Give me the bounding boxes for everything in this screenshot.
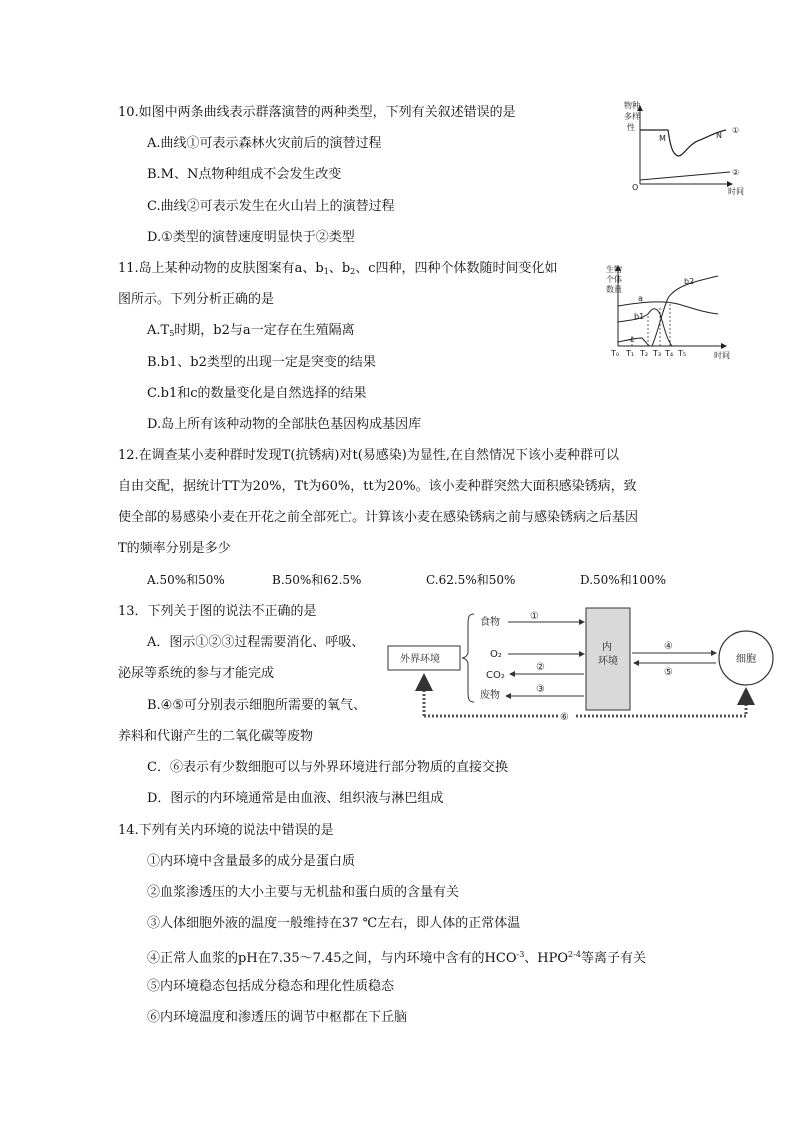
- q11-option-c: C.b1和c的数量变化是自然选择的结果: [147, 386, 367, 401]
- q10-option-a: A.曲线①可表示森林火灾前后的演替过程: [147, 136, 382, 151]
- q11-curve-b2: [652, 276, 718, 346]
- q12-line-1: 12.在调查某小麦种群时发现T(抗锈病)对t(易感染)为显性,在自然情况下该小麦种群可以: [118, 448, 619, 463]
- q11-label-b1: b1: [634, 312, 645, 321]
- q11-option-d: D.岛上所有该种动物的全部肤色基因构成基因库: [147, 417, 422, 432]
- q13-cell-label: 细胞: [736, 654, 756, 665]
- q12-line-4: T的频率分别是多少: [118, 541, 231, 556]
- q10-ylabel-2: 多样: [624, 112, 640, 121]
- q10-point-m: M: [659, 134, 666, 143]
- q13-num-5: ⑤: [664, 667, 673, 678]
- q12-line-2: 自由交配，据统计TT为20%，Tt为60%，tt为20%。该小麦种群突然大面积感染锈病，致: [118, 479, 637, 494]
- q13-inner-env-char-1: 内: [602, 642, 612, 653]
- q13-stem: 13．下列关于图的说法不正确的是: [118, 604, 317, 619]
- q10-curve-1: [640, 130, 726, 156]
- q11-stem-line2: 图所示。下列分析正确的是: [118, 292, 275, 307]
- q10-option-d: D.①类型的演替速度明显快于②类型: [147, 230, 355, 245]
- q13-outer-env-label: 外界环境: [400, 654, 440, 665]
- q10-xlabel: 时间: [728, 187, 744, 196]
- q13-option-a-line1: A．图示①②③过程需要消化、呼吸、: [147, 635, 365, 650]
- q11-tick-5: T₅: [678, 349, 687, 358]
- q14-stem: 14.下列有关内环境的说法中错误的是: [118, 823, 334, 838]
- q11-tick-2: T₂: [640, 349, 649, 358]
- q11-label-a: a: [638, 294, 643, 303]
- q11-figure: [602, 262, 742, 362]
- q11-label-c: c: [630, 335, 635, 344]
- q13-figure: [386, 606, 776, 724]
- q13-num-2: ②: [536, 662, 545, 673]
- q11-ylabel-1: 生物: [606, 265, 622, 274]
- q13-inner-env-char-2: 环境: [598, 656, 618, 667]
- q13-option-b-line1: B.④⑤可分别表示细胞所需要的氧气、: [147, 698, 366, 713]
- q14-item-4: ④正常人血浆的pH在7.35～7.45之间，与内环境中含有的$HCO^{-3}$、HPO$^{2-4}$等离子有关: [147, 950, 646, 966]
- q13-num-4: ④: [664, 641, 673, 652]
- q13-co2-label: CO₂: [486, 670, 505, 681]
- q14-item-5: ⑤内环境稳态包括成分稳态和理化性质稳态: [147, 979, 395, 994]
- q10-option-b: B.M、N点物种组成不会发生改变: [147, 167, 342, 182]
- q13-option-a-line2: 泌尿等系统的参与才能完成: [118, 666, 275, 681]
- q10-figure: [622, 98, 752, 198]
- q12-option-b: B.50%和62.5%: [272, 573, 362, 587]
- q13-o2-label: O₂: [490, 649, 502, 660]
- q11-ylabel-3: 数量: [606, 285, 622, 294]
- q10-curve1-label: ①: [732, 126, 740, 135]
- q11-curve-a: [618, 302, 718, 314]
- q10-curve2-label: ②: [732, 168, 740, 177]
- q11-tick-3: T₃: [653, 349, 662, 358]
- q11-option-b: B.b1、b2类型的出现一定是突变的结果: [147, 355, 376, 370]
- q13-option-b-line2: 养料和代谢产生的二氧化碳等废物: [118, 729, 314, 744]
- q10-ylabel-3: 性: [627, 123, 635, 132]
- q10-origin: O: [632, 183, 639, 192]
- q14-item-6: ⑥内环境温度和渗透压的调节中枢都在下丘脑: [147, 1010, 408, 1025]
- q10-option-c: C.曲线②可表示发生在火山岩上的演替过程: [147, 199, 395, 214]
- q14-item-1: ①内环境中含量最多的成分是蛋白质: [147, 854, 356, 869]
- q13-option-c: C．⑥表示有少数细胞可以与外界环境进行部分物质的直接交换: [147, 760, 508, 775]
- q13-num-3: ③: [536, 684, 545, 695]
- q10-ylabel-1: 物种: [624, 101, 640, 110]
- q14-item-2: ②血浆渗透压的大小主要与无机盐和蛋白质的含量有关: [147, 885, 460, 900]
- q10-stem: 10.如图中两条曲线表示群落演替的两种类型，下列有关叙述错误的是: [118, 105, 516, 120]
- q13-food-label: 食物: [480, 617, 500, 628]
- q12-option-d: D.50%和100%: [580, 573, 666, 587]
- q12-option-a: A.50%和50%: [147, 573, 225, 587]
- q11-xlabel: 时间: [714, 351, 730, 360]
- q11-tick-0: T₀: [611, 349, 620, 358]
- q11-ylabel-2: 个体: [606, 275, 622, 284]
- q13-waste-label: 废物: [480, 690, 500, 701]
- q14-item-3: ③人体细胞外液的温度一般维持在37 ℃左右，即人体的正常体温: [147, 916, 521, 931]
- q13-num-1: ①: [530, 611, 539, 622]
- q12-line-3: 使全部的易感染小麦在开花之前全部死亡。计算该小麦在感染锈病之前与感染锈病之后基因: [118, 510, 639, 525]
- q11-tick-4: T₄: [665, 349, 674, 358]
- q11-stem-line1: 11.岛上某种动物的皮肤图案有a、$b_1$、$b_2$、c四种，四种个体数随时间变化如: [118, 261, 558, 276]
- q13-num-6: ⑥: [560, 712, 569, 723]
- q11-option-a: $A.T_5$时期，b2与a一定存在生殖隔离: [147, 323, 355, 338]
- q10-point-n: N: [716, 131, 722, 140]
- q11-tick-1: T₁: [626, 349, 635, 358]
- q13-option-d: D．图示的内环境通常是由血液、组织液与淋巴组成: [147, 791, 444, 806]
- q11-label-b2: b2: [684, 277, 695, 286]
- q12-option-c: C.62.5%和50%: [426, 573, 516, 587]
